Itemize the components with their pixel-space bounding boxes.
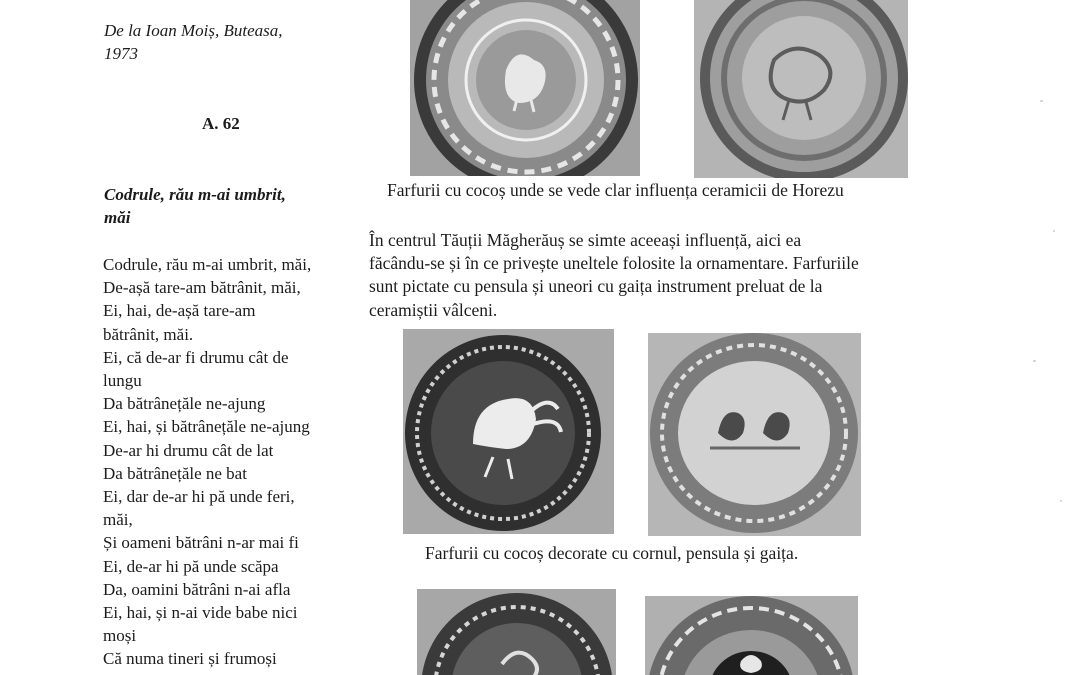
attribution-line-2: 1973 xyxy=(104,44,138,63)
caption-plates-horezu: Farfurii cu cocoș unde se vede clar influența ceramicii de Horezu xyxy=(387,180,844,200)
lyric-line: lungu xyxy=(103,371,142,391)
plate-photo-rooster-light xyxy=(410,0,640,176)
paragraph-line: sunt pictate cu pensula și uneori cu gaița instrument preluat de la xyxy=(369,276,823,297)
plate-photo-two-birds xyxy=(648,333,861,536)
plate-photo-figure-cropped xyxy=(645,596,858,675)
plate-photo-bird-cropped xyxy=(417,589,616,675)
lyric-line: Și oameni bătrâni n-ar mai fi xyxy=(103,533,299,553)
plate-photo-rooster-dark xyxy=(403,329,614,534)
song-title-line-1: Codrule, rău m-ai umbrit, xyxy=(104,185,286,204)
section-number: A. 62 xyxy=(202,114,240,133)
song-title-line-2: măi xyxy=(104,208,131,227)
lyric-line: Da bătrânețăle ne-ajung xyxy=(103,394,266,414)
lyric-line: De-așă tare-am bătrânit, măi, xyxy=(103,278,301,298)
lyric-line: Da bătrânețăle ne bat xyxy=(103,463,247,483)
lyric-line: Codrule, rău m-ai umbrit, măi, xyxy=(103,255,312,274)
lyric-line: bătrânit, măi. xyxy=(103,324,194,344)
lyric-line: Da, oamini bătrâni n-ai afla xyxy=(103,579,291,599)
paragraph-line: făcându-se și în ce privește uneltele folosite la ornamentare. Farfuriile xyxy=(369,253,859,274)
lyric-line: Că numa tineri și frumoși xyxy=(103,649,277,669)
paragraph-line: În centrul Tăuții Măgherăuș se simte aceeași influență, aici ea xyxy=(369,230,802,250)
attribution-line-1: De la Ioan Moiș, Buteasa, xyxy=(104,21,283,40)
lyric-line: Ei, dar de-ar hi pă unde feri, xyxy=(103,487,295,507)
scan-speck xyxy=(1033,360,1036,362)
lyric-line: moși xyxy=(103,626,137,646)
lyric-line: Ei, că de-ar fi drumu cât de xyxy=(103,347,289,367)
lyric-line: Ei, hai, și bătrânețăle ne-ajung xyxy=(103,417,310,437)
song-lyrics xyxy=(103,253,311,671)
lyric-line: Ei, hai, de-așă tare-am xyxy=(103,301,256,321)
lyric-line: Ei, de-ar hi pă unde scăpa xyxy=(103,556,279,576)
lyric-line: De-ar hi drumu cât de lat xyxy=(103,440,274,460)
scan-speck xyxy=(1060,500,1062,502)
paragraph-line: ceramiștii vâlceni. xyxy=(369,299,498,320)
scan-speck xyxy=(1053,230,1055,232)
caption-plates-tools: Farfurii cu cocoș decorate cu cornul, pensula și gaița. xyxy=(425,543,799,563)
scan-speck xyxy=(1040,100,1043,102)
paragraph-tautii-magheraus xyxy=(369,229,859,322)
lyric-line: măi, xyxy=(103,510,133,530)
plate-photo-rooster-engraved xyxy=(694,0,908,178)
lyric-line: Ei, hai, și n-ai vide babe nici xyxy=(103,603,298,623)
